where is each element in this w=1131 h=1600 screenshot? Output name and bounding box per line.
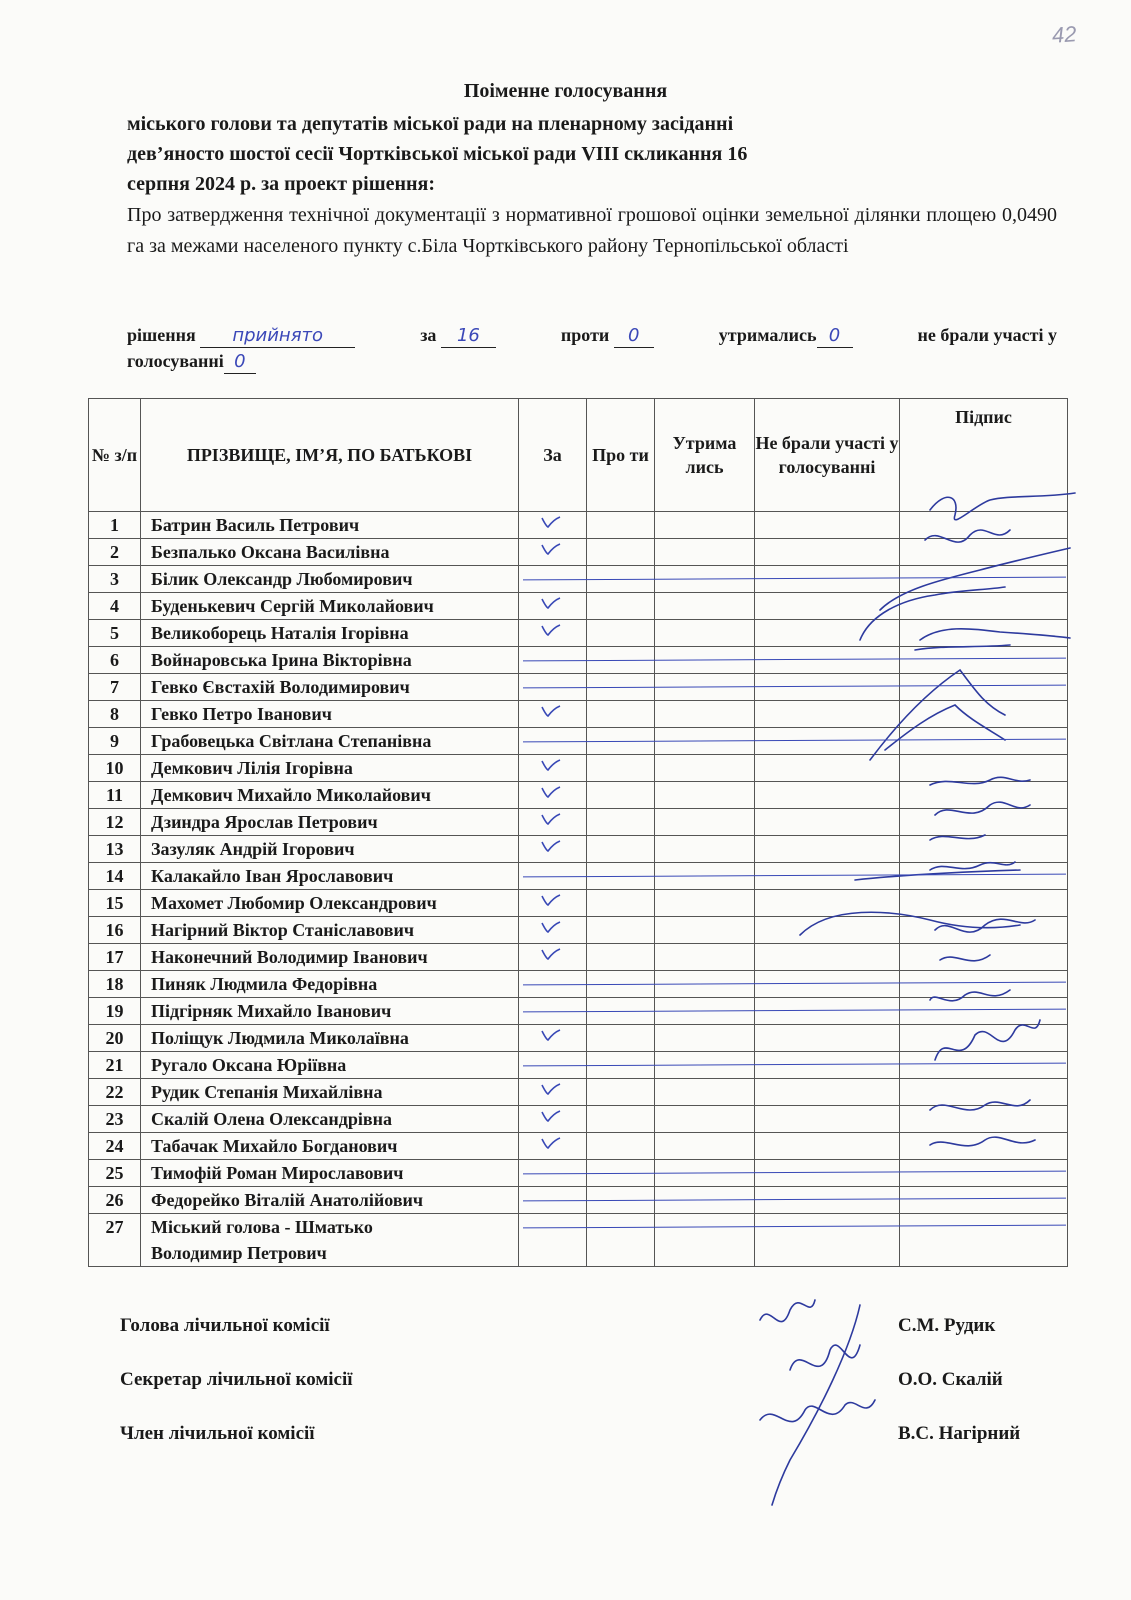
row-vote-against — [587, 1025, 655, 1052]
row-vote-against — [587, 1214, 655, 1267]
row-vote-for — [519, 890, 587, 917]
row-signature — [900, 1160, 1068, 1187]
row-number: 6 — [89, 647, 141, 674]
signature-scribble — [790, 1345, 860, 1370]
row-full-name: Великоборець Наталія Ігорівна — [141, 620, 519, 647]
row-vote-abstained — [655, 944, 755, 971]
row-vote-against — [587, 782, 655, 809]
row-vote-abstained — [655, 917, 755, 944]
row-number: 15 — [89, 890, 141, 917]
table-row — [89, 755, 1068, 782]
row-vote-for — [519, 1187, 587, 1214]
row-not-voted — [755, 917, 900, 944]
row-vote-for — [519, 809, 587, 836]
row-signature — [900, 863, 1068, 890]
row-signature — [900, 674, 1068, 701]
row-full-name: Войнаровська Ірина Вікторівна — [141, 647, 519, 674]
row-number: 1 — [89, 512, 141, 539]
row-vote-abstained — [655, 593, 755, 620]
row-vote-for — [519, 1052, 587, 1079]
row-signature — [900, 701, 1068, 728]
table-row — [89, 1160, 1068, 1187]
row-number: 17 — [89, 944, 141, 971]
signature-scribble — [760, 1400, 875, 1422]
row-not-voted — [755, 539, 900, 566]
row-signature — [900, 755, 1068, 782]
row-vote-against — [587, 701, 655, 728]
row-not-voted — [755, 1133, 900, 1160]
checkmark-icon — [541, 516, 561, 528]
project-description: Про затвердження технічної документації з нормативної грошової оцінки земельної ділянки площею 0,0490 га за межами населеного пункту с.Біла Чортківського району Тернопільської області — [127, 204, 1057, 257]
row-full-name: Зазуляк Андрій Ігорович — [141, 836, 519, 863]
row-full-name: Калакайло Іван Ярославович — [141, 863, 519, 890]
commission-member-role: Член лічильної комісії — [120, 1423, 315, 1444]
row-full-name: Демкович Лілія Ігорівна — [141, 755, 519, 782]
row-signature — [900, 728, 1068, 755]
row-not-voted — [755, 782, 900, 809]
table-row — [89, 944, 1068, 971]
header-for: За — [519, 399, 587, 512]
row-vote-abstained — [655, 755, 755, 782]
row-full-name: Поліщук Людмила Миколаївна — [141, 1025, 519, 1052]
row-vote-abstained — [655, 1214, 755, 1267]
row-number: 8 — [89, 701, 141, 728]
signature-scribble — [760, 1300, 815, 1322]
document-title: Поіменне голосування — [463, 80, 668, 102]
checkmark-icon — [541, 948, 561, 960]
signature-scribble — [772, 1305, 860, 1505]
checkmark-icon — [541, 1029, 561, 1041]
table-row — [89, 998, 1068, 1025]
checkmark-icon — [541, 759, 561, 771]
not-voted-value: 0 — [224, 351, 256, 374]
row-full-name: Гевко Петро Іванович — [141, 701, 519, 728]
table-row — [89, 566, 1068, 593]
row-full-name: Грабовецька Світлана Степанівна — [141, 728, 519, 755]
decision-label: рішення — [127, 325, 196, 345]
row-not-voted — [755, 1025, 900, 1052]
row-signature — [900, 944, 1068, 971]
checkmark-icon — [541, 1083, 561, 1095]
row-vote-against — [587, 539, 655, 566]
table-row — [89, 647, 1068, 674]
table-row — [89, 809, 1068, 836]
for-value: 16 — [441, 325, 496, 348]
row-vote-for — [519, 647, 587, 674]
row-number: 11 — [89, 782, 141, 809]
table-row — [89, 836, 1068, 863]
row-number: 3 — [89, 566, 141, 593]
row-signature — [900, 1214, 1068, 1267]
row-full-name: Нагірний Віктор Станіславович — [141, 917, 519, 944]
row-vote-abstained — [655, 512, 755, 539]
header-signature: Підпис — [900, 399, 1068, 512]
row-number: 18 — [89, 971, 141, 998]
header-abstained: Утрима лись — [655, 399, 755, 512]
row-number: 2 — [89, 539, 141, 566]
row-signature — [900, 1025, 1068, 1052]
row-vote-for — [519, 1160, 587, 1187]
row-full-name-line-2: Володимир Петрович — [151, 1243, 327, 1263]
row-vote-against — [587, 809, 655, 836]
for-label: за — [420, 325, 437, 345]
checkmark-icon — [541, 1110, 561, 1122]
row-number: 13 — [89, 836, 141, 863]
table-row — [89, 917, 1068, 944]
row-vote-abstained — [655, 539, 755, 566]
row-vote-for — [519, 1106, 587, 1133]
row-full-name: Махомет Любомир Олександрович — [141, 890, 519, 917]
row-number: 26 — [89, 1187, 141, 1214]
row-signature — [900, 971, 1068, 998]
table-row — [89, 593, 1068, 620]
table-row — [89, 890, 1068, 917]
commission-chair-name: С.М. Рудик — [898, 1315, 996, 1336]
row-signature — [900, 1079, 1068, 1106]
row-vote-against — [587, 1106, 655, 1133]
row-not-voted — [755, 890, 900, 917]
table-row — [89, 782, 1068, 809]
table-row — [89, 1106, 1068, 1133]
row-vote-against — [587, 890, 655, 917]
row-number: 27 — [89, 1214, 141, 1267]
row-vote-for — [519, 782, 587, 809]
checkmark-icon — [541, 597, 561, 609]
table-row — [89, 1079, 1068, 1106]
header-full-name: ПРІЗВИЩЕ, ІМ’Я, ПО БАТЬКОВІ — [141, 399, 519, 512]
row-vote-for — [519, 944, 587, 971]
voting-table — [88, 398, 1068, 1267]
checkmark-icon — [541, 705, 561, 717]
table-row — [89, 512, 1068, 539]
row-signature — [900, 998, 1068, 1025]
row-vote-for — [519, 836, 587, 863]
row-number: 20 — [89, 1025, 141, 1052]
row-vote-abstained — [655, 782, 755, 809]
table-row — [89, 620, 1068, 647]
row-signature — [900, 647, 1068, 674]
row-not-voted — [755, 944, 900, 971]
row-number: 21 — [89, 1052, 141, 1079]
row-signature — [900, 512, 1068, 539]
table-header-row — [89, 399, 1068, 512]
row-vote-for — [519, 863, 587, 890]
row-signature — [900, 890, 1068, 917]
row-vote-for — [519, 701, 587, 728]
row-not-voted — [755, 836, 900, 863]
table-row — [89, 539, 1068, 566]
table-row — [89, 1052, 1068, 1079]
row-vote-for — [519, 971, 587, 998]
row-not-voted — [755, 809, 900, 836]
header-number: № з/п — [89, 399, 141, 512]
checkmark-icon — [541, 813, 561, 825]
header-line-3: серпня 2024 р. за проект рішення: — [127, 173, 435, 195]
row-number: 22 — [89, 1079, 141, 1106]
row-vote-abstained — [655, 701, 755, 728]
row-vote-abstained — [655, 809, 755, 836]
row-vote-for — [519, 512, 587, 539]
row-vote-for — [519, 1079, 587, 1106]
header-line-1: міського голови та депутатів міської ради на пленарному засіданні — [127, 113, 734, 135]
abstained-value: 0 — [817, 325, 853, 348]
row-full-name: Федорейко Віталій Анатолійович — [141, 1187, 519, 1214]
row-full-name: Демкович Михайло Миколайович — [141, 782, 519, 809]
row-vote-abstained — [655, 890, 755, 917]
table-row — [89, 674, 1068, 701]
checkmark-icon — [541, 786, 561, 798]
row-full-name: Батрин Василь Петрович — [141, 512, 519, 539]
row-vote-abstained — [655, 1106, 755, 1133]
row-number: 14 — [89, 863, 141, 890]
row-full-name-line-1: Міський голова - Шматько — [151, 1217, 373, 1237]
row-full-name: Гевко Євстахій Володимирович — [141, 674, 519, 701]
row-vote-for — [519, 755, 587, 782]
commission-chair-role: Голова лічильної комісії — [120, 1315, 330, 1336]
page-number: 42 — [1051, 21, 1078, 48]
row-vote-abstained — [655, 620, 755, 647]
row-vote-for — [519, 728, 587, 755]
row-number: 12 — [89, 809, 141, 836]
row-full-name: Пиняк Людмила Федорівна — [141, 971, 519, 998]
header-line-2: дев’яносто шостої сесії Чортківської міської ради VIII скликання 16 — [127, 143, 748, 165]
table-row — [89, 728, 1068, 755]
row-number: 9 — [89, 728, 141, 755]
row-vote-against — [587, 944, 655, 971]
decision-value: прийнято — [200, 325, 355, 348]
table-row — [89, 1025, 1068, 1052]
header-against: Про ти — [587, 399, 655, 512]
checkmark-icon — [541, 543, 561, 555]
table-row — [89, 701, 1068, 728]
row-full-name: Дзиндра Ярослав Петрович — [141, 809, 519, 836]
row-vote-against — [587, 836, 655, 863]
checkmark-icon — [541, 921, 561, 933]
row-signature — [900, 809, 1068, 836]
row-vote-for — [519, 1214, 587, 1267]
row-signature — [900, 782, 1068, 809]
row-full-name — [141, 1214, 519, 1267]
not-voted-label-2: голосуванні — [127, 351, 224, 371]
table-row — [89, 1187, 1068, 1214]
row-full-name: Безпалько Оксана Василівна — [141, 539, 519, 566]
row-vote-for — [519, 566, 587, 593]
row-vote-against — [587, 593, 655, 620]
row-full-name: Ругало Оксана Юріївна — [141, 1052, 519, 1079]
row-not-voted — [755, 1214, 900, 1267]
checkmark-icon — [541, 624, 561, 636]
row-vote-abstained — [655, 1025, 755, 1052]
row-vote-abstained — [655, 1079, 755, 1106]
row-signature — [900, 1052, 1068, 1079]
row-signature — [900, 539, 1068, 566]
against-label: проти — [560, 325, 610, 345]
row-signature — [900, 620, 1068, 647]
row-vote-against — [587, 1079, 655, 1106]
table-row — [89, 863, 1068, 890]
row-number: 4 — [89, 593, 141, 620]
row-vote-abstained — [655, 1133, 755, 1160]
row-full-name: Білик Олександр Любомирович — [141, 566, 519, 593]
row-number: 23 — [89, 1106, 141, 1133]
table-row — [89, 1214, 1068, 1267]
row-full-name: Рудик Степанія Михайлівна — [141, 1079, 519, 1106]
row-not-voted — [755, 755, 900, 782]
row-signature — [900, 566, 1068, 593]
row-signature — [900, 1187, 1068, 1214]
row-vote-for — [519, 998, 587, 1025]
row-number: 5 — [89, 620, 141, 647]
table-row — [89, 971, 1068, 998]
row-not-voted — [755, 512, 900, 539]
row-full-name: Табачак Михайло Богданович — [141, 1133, 519, 1160]
row-number: 25 — [89, 1160, 141, 1187]
row-full-name: Тимофій Роман Мирославович — [141, 1160, 519, 1187]
table-row — [89, 1133, 1068, 1160]
commission-member-name: В.С. Нагірний — [898, 1423, 1021, 1444]
row-vote-for — [519, 917, 587, 944]
checkmark-icon — [541, 1137, 561, 1149]
row-vote-against — [587, 755, 655, 782]
commission-secretary-role: Секретар лічильної комісії — [120, 1369, 353, 1390]
row-vote-against — [587, 620, 655, 647]
row-vote-against — [587, 917, 655, 944]
row-number: 7 — [89, 674, 141, 701]
checkmark-icon — [541, 894, 561, 906]
row-vote-against — [587, 1133, 655, 1160]
row-number: 19 — [89, 998, 141, 1025]
against-value: 0 — [614, 325, 654, 348]
row-full-name: Наконечний Володимир Іванович — [141, 944, 519, 971]
row-vote-for — [519, 1133, 587, 1160]
commission-secretary-name: О.О. Скалій — [898, 1369, 1003, 1390]
row-full-name: Буденькевич Сергій Миколайович — [141, 593, 519, 620]
row-full-name: Підгірняк Михайло Іванович — [141, 998, 519, 1025]
row-signature — [900, 1133, 1068, 1160]
row-not-voted — [755, 1106, 900, 1133]
row-full-name: Скалій Олена Олександрівна — [141, 1106, 519, 1133]
row-signature — [900, 593, 1068, 620]
row-signature — [900, 836, 1068, 863]
row-not-voted — [755, 701, 900, 728]
abstained-label: утримались — [718, 325, 817, 345]
row-vote-against — [587, 512, 655, 539]
row-signature — [900, 1106, 1068, 1133]
row-vote-abstained — [655, 836, 755, 863]
row-vote-for — [519, 674, 587, 701]
not-voted-label-1: не брали участі у — [917, 325, 1057, 345]
header-not-voted: Не брали участі у голосуванні — [755, 399, 900, 512]
decision-summary — [127, 322, 1057, 374]
row-number: 16 — [89, 917, 141, 944]
row-signature — [900, 917, 1068, 944]
row-vote-for — [519, 539, 587, 566]
row-not-voted — [755, 620, 900, 647]
checkmark-icon — [541, 840, 561, 852]
row-number: 10 — [89, 755, 141, 782]
row-not-voted — [755, 593, 900, 620]
row-vote-for — [519, 593, 587, 620]
row-vote-for — [519, 1025, 587, 1052]
row-number: 24 — [89, 1133, 141, 1160]
row-not-voted — [755, 1079, 900, 1106]
row-vote-for — [519, 620, 587, 647]
